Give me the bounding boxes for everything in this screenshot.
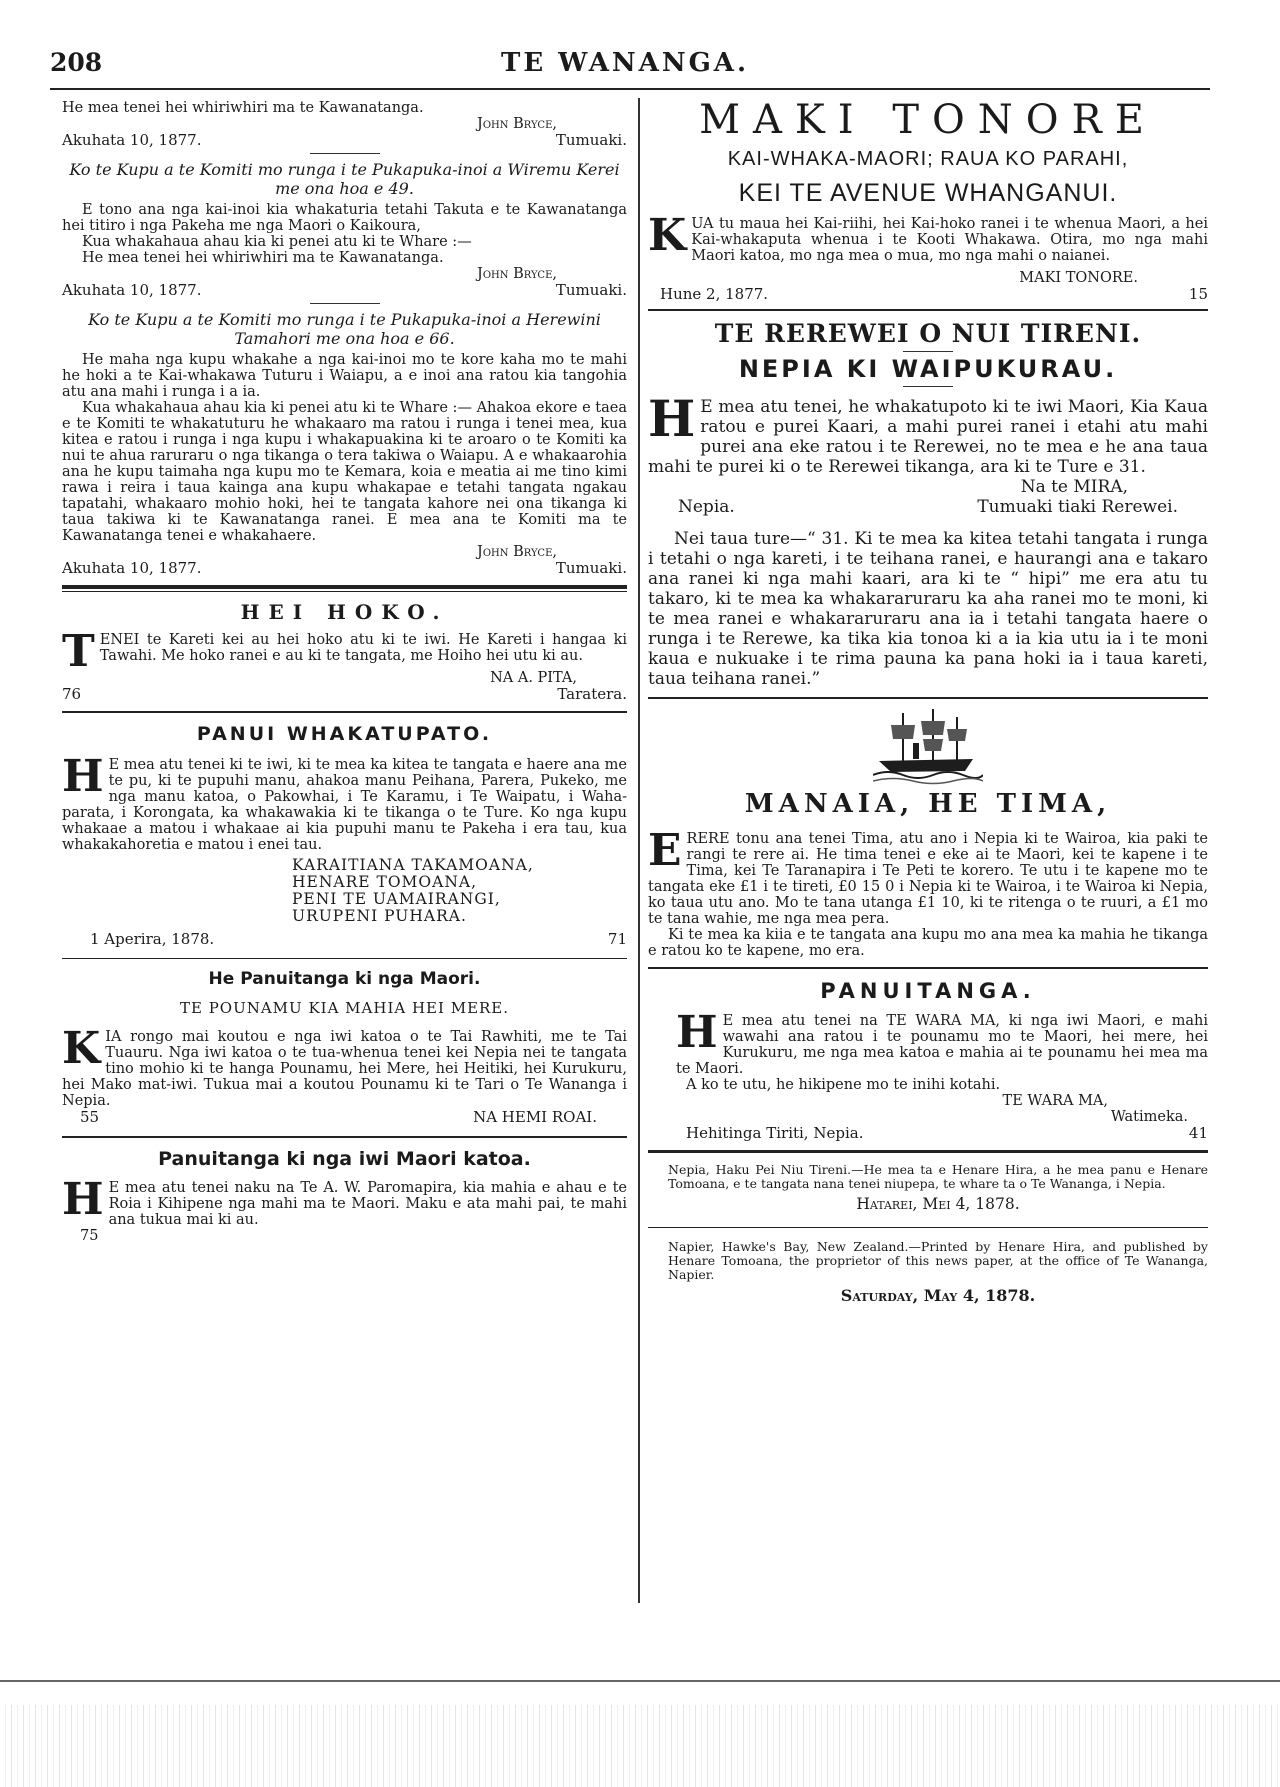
separator — [310, 153, 380, 154]
hei-hoko-text: ENEI te Kareti kei au hei hoko atu ki te iwi. He Kareti i hangaa ki Tawahi. Me hoko ranei e au ki te tangata, me Hoiho hei utu ki au. — [99, 632, 627, 664]
column-divider — [638, 98, 640, 1603]
manaia-body — [648, 825, 1208, 927]
imprint-english-text: Napier, Hawke's Bay, New Zealand.—Printed by Henare Hira, and published by Henare Tomoana, the proprietor of this news paper, at the office of Te Wananga, Napier. — [668, 1239, 1208, 1282]
section-rule-thin — [62, 591, 627, 592]
ornament-rule — [903, 351, 953, 352]
report-2-body-3: He mea tenei hei whiriwhiri ma te Kawanatanga. — [82, 250, 444, 266]
report-1-dateline — [62, 132, 627, 149]
report-3-dateline — [62, 560, 627, 577]
imprint-english-date: Saturday, May 4, 1878. — [840, 1286, 1036, 1305]
dropcap-letter: H — [648, 389, 696, 448]
committee-report-1 — [62, 100, 627, 154]
imprint-maori-date: Hatarei, Mei 4, 1878. — [856, 1195, 1020, 1213]
ad-maki-tonore — [648, 97, 1208, 303]
report-1-date: Akuhata 10, 1877. — [62, 131, 202, 149]
section-rule — [62, 711, 627, 713]
hei-hoko-place: Taratera. — [557, 685, 627, 703]
maki-heading: MAKI TONORE — [699, 97, 1157, 143]
dropcap-letter: H — [62, 1174, 104, 1225]
dropcap-letter: H — [62, 751, 104, 802]
panui-date: 1 Aperira, 1878. — [90, 930, 215, 948]
report-1-role: Tumuaki. — [555, 131, 627, 149]
report-3-role: Tumuaki. — [555, 559, 627, 577]
report-3-date: Akuhata 10, 1877. — [62, 559, 202, 577]
dropcap-letter: H — [676, 1007, 718, 1058]
committee-report-2 — [62, 160, 627, 304]
section-rule — [62, 958, 627, 959]
report-2-role: Tumuaki. — [555, 281, 627, 299]
signatory-name: PENI TE UAMAIRANGI, — [292, 890, 501, 908]
rerewei-body — [648, 389, 1208, 477]
rerewei-text: E mea atu tenei, he whakatupoto ki te iwi Maori, Kia Kaua ratou e purei Kaari, a mahi purei ranei i etahi atu mahi purei ana eke ratou i te Rerewei, no te mea e he ana taua mahi te purei ki o te Rerewei tikanga, ara ki te Ture e 31. — [648, 397, 1208, 477]
report-2-body: E tono ana nga kai-inoi kia whakaturia tetahi Takuta e te Kawanatanga hei titiro i nga Pakeha me nga Maori o Kaikoura, — [62, 202, 627, 234]
ad-rerewei — [648, 319, 1208, 689]
report-2-dateline — [62, 282, 627, 299]
pounamu-signature: NA HEMI ROAI. — [473, 1108, 597, 1126]
rerewei-dateline — [648, 497, 1208, 517]
section-rule — [648, 309, 1208, 311]
section-rule — [62, 1136, 627, 1138]
section-rule — [648, 1227, 1208, 1228]
section-rule — [648, 697, 1208, 699]
wara-signature: TE WARA MA, — [1002, 1093, 1108, 1109]
report-1-line: He mea tenei hei whiriwhiri ma te Kawanatanga. — [62, 100, 424, 116]
rerewei-signature: Na te MIRA, — [1020, 477, 1128, 497]
ad-pounamu — [62, 969, 627, 1126]
rerewei-rule-text: Nei taua ture—“ 31. Ki te mea ka kitea tetahi tangata i runga i tetahi o nga kareti, i te teihana ranei, e haurangi ana e takaro ana ranei ki nga mahi kaari, ara ki te “ hipi” me era atu tu takaro, ki te mea ka whakararuraru ka aha ranei mo te moni, ki te mea ranei e whakararuraru ana ia i tetahi tangata haere o runga i te Rerewe, ka tika kia tonoa ki a ia kia utu ia i te moni kaua e nukuake i te rima pauna ka pana hoki ia i taua kareti, taua teihana ranei.” — [648, 529, 1208, 689]
report-2-title: Ko te Kupu a te Komiti mo runga i te Pukapuka-inoi a Wiremu Kerei me ona hoa e 49. — [69, 160, 620, 198]
dropcap-letter: E — [648, 825, 682, 876]
wara-place: Hehitinga Tiriti, Nepia. — [686, 1124, 864, 1142]
maki-date: Hune 2, 1877. — [660, 285, 769, 303]
dropcap-letter: T — [62, 626, 95, 677]
right-column — [648, 97, 1208, 1305]
wara-body-2: A ko te utu, he hikipene mo te inihi kotahi. — [686, 1077, 1001, 1093]
signatory-name: KARAITIANA TAKAMOANA, — [292, 856, 534, 874]
paromapira-number: 75 — [80, 1228, 99, 1244]
report-2-body-2: Kua whakahaua ahau kia ki penei atu ki te Whare :— — [82, 234, 472, 250]
rerewei-place: Nepia. — [678, 497, 735, 517]
separator — [310, 303, 380, 304]
signatory-name: HENARE TOMOANA, — [292, 873, 478, 891]
maki-dateline — [648, 286, 1208, 303]
paromapira-heading: Panuitanga ki nga iwi Maori katoa. — [158, 1148, 531, 1170]
ad-manaia — [648, 705, 1208, 959]
paromapira-text: E mea atu tenei naku na Te A. W. Paromapira, kia mahia e ahau e te Roia i Kihipene nga mahi ma te Maori. Maku e ata mahi pai, te mahi ana tukua mai ki au. — [108, 1180, 627, 1228]
masthead-title: TE WANANGA. — [500, 48, 750, 78]
committee-report-3 — [62, 310, 627, 577]
rerewei-role: Tumuaki tiaki Rerewei. — [977, 497, 1178, 517]
page-edge-texture — [0, 1705, 1280, 1787]
imprint-english — [648, 1240, 1208, 1305]
rerewei-heading: TE REREWEI O NUI TIRENI. — [714, 319, 1142, 348]
hei-hoko-heading: HEI HOKO. — [240, 600, 449, 624]
panui-number: 71 — [607, 930, 627, 948]
report-3-body-2: Kua whakahaua ahau kia ki penei atu ki te Whare :— Ahakoa ekore e taea e te Komiti te whakatuturu he whakaaro ma ratou i runga i tenei mea, kua kitea e ratou i runga i nga kupu i whakapuakina ki te aroaro o te Komiti ka nui te ahua raruraru o nga tikanga o tera takiwa o Waiapu. A e whakaarohia ana he kupu taimaha nga kupu mo te Kemara, koia e meatia ai me tino kimi rawa i reira i taua kainga ana kupu whakapae e tetahi tangata ngakau tapatahi, whakaaro mohio hoki, hei te tangata kahore nei ona tikanga ki taua takiwa ki te Kawanatanga ranei. E mea ana te Komiti ma te Kawanatanga tenei e whakahaere. — [62, 400, 627, 544]
manaia-text: RERE tonu ana tenei Tima, atu ano i Nepia ki te Wairoa, kia paki te rangi te rere ai. He tima tenei e eke ai te Maori, kei te kapene i te Tima, kei Te Taranapira i Te Peti te korero. Te utu i te kapene mo te tangata eke £1 i te tireti, £0 15 0 i Nepia ki te Wairoa, i te Wairoa ki Nepia, ko taua utu ano. Mo te tana utanga £1 10, ki te ritenga o te ruuri, a £1 mo te tana wahie, me nga mea pera. — [648, 831, 1208, 927]
report-3-signature: John Bryce, — [477, 544, 557, 560]
hei-hoko-number: 76 — [62, 685, 82, 703]
ornament-rule — [903, 386, 953, 387]
wara-dateline — [648, 1125, 1208, 1142]
imprint-maori — [648, 1163, 1208, 1213]
ad-te-wara — [648, 979, 1208, 1142]
panui-dateline — [62, 931, 627, 948]
report-3-title: Ko te Kupu a te Komiti mo runga i te Pukapuka-inoi a Herewini Tamahori me ona hoa e 66. — [88, 310, 601, 348]
section-rule — [648, 967, 1208, 969]
ad-hei-hoko — [62, 600, 627, 703]
pounamu-text: IA rongo mai koutou e nga iwi katoa o te Tai Rawhiti, me te Tai Tuauru. Nga iwi katoa o te tua-whenua tenei kei Nepia nei te tangata tino mohio ki te hanga Pounamu, hei Mere, hei Heitiki, hei Kurukuru, hei Mako mat-iwi. Tukua mai a koutou Pounamu ki te Tari o Te Wananga i Nepia. — [62, 1029, 627, 1109]
header-rule — [50, 88, 1210, 90]
maki-number: 15 — [1188, 285, 1208, 303]
hei-hoko-signature: NA A. PITA, — [490, 670, 577, 686]
panui-body — [62, 751, 627, 853]
pounamu-body — [62, 1023, 627, 1109]
pounamu-heading: He Panuitanga ki nga Maori. — [208, 969, 481, 989]
dropcap-letter: K — [62, 1023, 101, 1074]
report-1-signature: John Bryce, — [477, 116, 557, 132]
imprint-maori-text: Nepia, Haku Pei Niu Tireni.—He mea ta e Henare Hira, a he mea panu e Henare Tomoana, e te tangata nana tenei niupepa, te whare ta o Te Wananga, i Nepia. — [668, 1162, 1208, 1191]
report-2-date: Akuhata 10, 1877. — [62, 281, 202, 299]
report-3-body: He maha nga kupu whakahe a nga kai-inoi mo te kore kaha mo te mahi he hoki a te Kai-whakawa Tuturu i Waiapu, a e inoi ana ratou kia tangohia atu ana mahi i runga i a ia. — [62, 352, 627, 400]
panui-signatories — [62, 857, 627, 925]
maki-signature: MAKI TONORE. — [1019, 270, 1138, 286]
pounamu-number: 55 — [80, 1108, 100, 1126]
manaia-body-2: Ki te mea ka kiia e te tangata ana kupu mo ana mea ka mahia he tikanga e ratou ko te kapene, mo era. — [648, 927, 1208, 959]
page-header — [50, 48, 1200, 88]
manaia-heading: MANAIA, HE TIMA, — [744, 789, 1112, 819]
hei-hoko-body — [62, 626, 627, 677]
left-column — [62, 100, 627, 1244]
page-number: 208 — [50, 48, 103, 77]
pounamu-subheading: TE POUNAMU KIA MAHIA HEI MERE. — [179, 999, 510, 1017]
maki-text: UA tu maua hei Kai-riihi, hei Kai-hoko ranei i te whenua Maori, a hei Kai-whakaputa whenua i te Kooti Whakawa. Otira, mo nga mahi Maori katoa, mo nga mea o mua, mo nga mahi o naianei. — [691, 216, 1208, 264]
maki-subheading-2: KEI TE AVENUE WHANGANUI. — [738, 179, 1118, 207]
wara-role: Watimeka. — [1110, 1109, 1188, 1125]
wara-body — [648, 1007, 1208, 1077]
maki-body — [648, 210, 1208, 264]
steamship-illustration — [873, 705, 983, 785]
ad-paromapira — [62, 1148, 627, 1244]
signatory-name: URUPENI PUHARA. — [292, 907, 467, 925]
ad-panui-whakatupato — [62, 723, 627, 948]
rerewei-subheading: NEPIA KI WAIPUKURAU. — [738, 355, 1118, 383]
hei-hoko-dateline — [62, 686, 627, 703]
section-rule — [648, 1150, 1208, 1153]
pounamu-dateline — [62, 1109, 627, 1126]
wara-number: 41 — [1188, 1124, 1208, 1142]
section-rule-thick — [62, 585, 627, 589]
wara-heading: PANUITANGA. — [820, 979, 1036, 1003]
wara-text: E mea atu tenei na TE WARA MA, ki nga iwi Maori, e mahi wawahi ana ratou i te pounamu mo te Maori, hei mere, hei Kurukuru, me nga mea katoa e mahia ai te pounamu hei mea ma te Maori. — [676, 1013, 1208, 1077]
report-2-signature: John Bryce, — [477, 266, 557, 282]
panui-text: E mea atu tenei ki te iwi, ki te mea ka kitea te tangata e haere ana me te pu, ki te pupuhi manu, ahakoa manu Peihana, Parera, Pukeko, me nga manu katoa, o Pakowhai, i Te Karamu, i Te Waipatu, i Waha-parata, i Korongata, ka whakawakia ki te tikanga o te Ture. Ko nga kupu whakaae a matou i whakaae ai kia pupuhi manu te Pakeha i era tau, kua whakakahoretia e matou i enei tau. — [62, 757, 627, 853]
dropcap-letter: K — [648, 210, 687, 261]
paromapira-body — [62, 1174, 627, 1228]
footer-rule — [0, 1680, 1280, 1682]
maki-subheading-1: KAI-WHAKA-MAORI; RAUA KO PARAHI, — [727, 148, 1129, 170]
panui-heading: PANUI WHAKATUPATO. — [196, 723, 493, 745]
